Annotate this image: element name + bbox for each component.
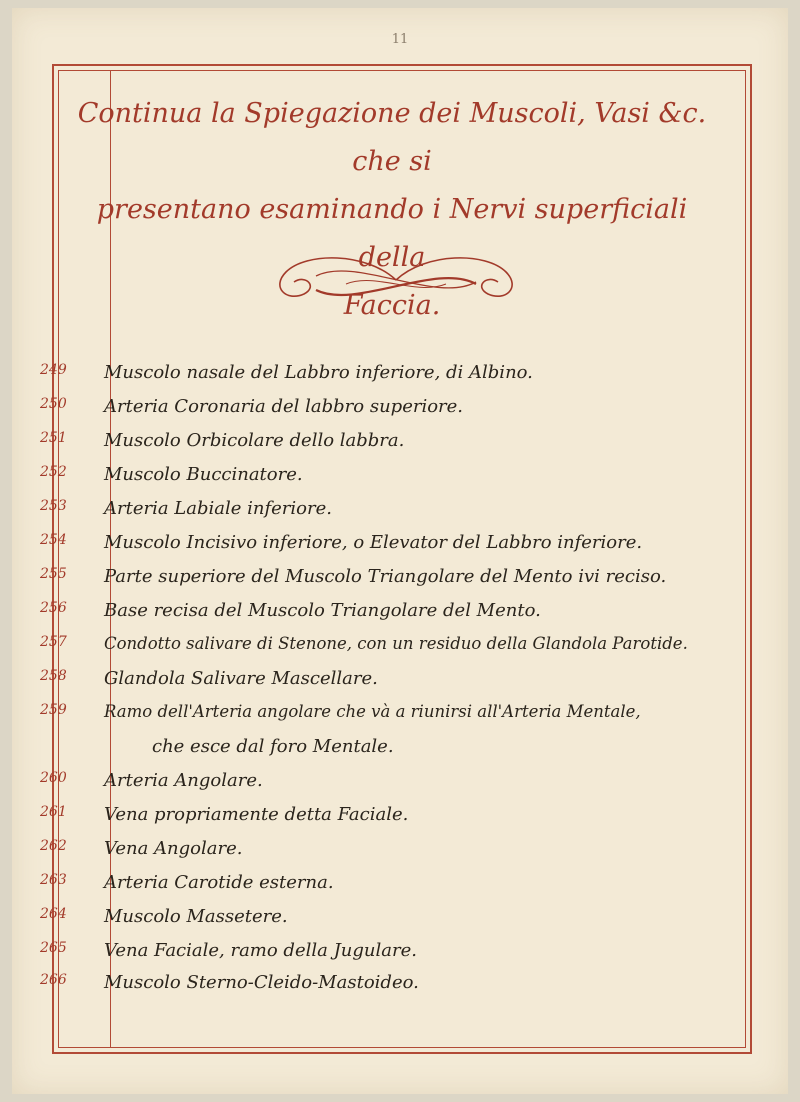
- entry-text: Arteria Coronaria del labbro superiore.: [104, 396, 464, 417]
- title-line-2: presentano esaminando i Nervi superficiali della: [96, 194, 688, 273]
- entry-text: Glandola Salivare Mascellare.: [104, 668, 378, 689]
- entry-text: Muscolo Buccinatore.: [104, 464, 303, 485]
- entry-number: 255: [40, 566, 67, 582]
- entry-number: 263: [40, 872, 67, 888]
- entry-text: Arteria Carotide esterna.: [104, 872, 334, 893]
- entry-number: 254: [40, 532, 67, 548]
- calligraphic-flourish-ornament: [246, 232, 546, 322]
- entry-text: Parte superiore del Muscolo Triangolare del Mento ivi reciso.: [104, 566, 667, 587]
- entry-number: 264: [40, 906, 67, 922]
- entry-text: Ramo dell'Arteria angolare che và a riunirsi all'Arteria Mentale,: [104, 702, 641, 721]
- entry-number: 250: [40, 396, 67, 412]
- entry-text: Vena Angolare.: [104, 838, 243, 859]
- entry-number: 258: [40, 668, 67, 684]
- entry-number: 262: [40, 838, 67, 854]
- entry-number: 252: [40, 464, 67, 480]
- entry-text: Base recisa del Muscolo Triangolare del Mento.: [104, 600, 541, 621]
- entry-number: 249: [40, 362, 67, 378]
- entry-text: Muscolo Sterno-Cleido-Mastoideo.: [104, 972, 419, 993]
- manuscript-page: [12, 8, 788, 1094]
- title-line-3: Faccia.: [343, 290, 441, 321]
- entry-number: 261: [40, 804, 67, 820]
- entry-number: 259: [40, 702, 67, 718]
- page-number: 11: [391, 32, 409, 47]
- entry-text: Condotto salivare di Stenone, con un residuo della Glandola Parotide.: [104, 634, 688, 653]
- entry-text: Vena Faciale, ramo della Jugulare.: [104, 940, 417, 961]
- entry-number: 256: [40, 600, 67, 616]
- title-line-1: Continua la Spiegazione dei Muscoli, Vasi &c. che si: [77, 98, 707, 177]
- entry-number: 251: [40, 430, 67, 446]
- entry-text-continuation: che esce dal foro Mentale.: [152, 736, 394, 757]
- entry-text: Arteria Labiale inferiore.: [104, 498, 332, 519]
- entry-number: 266: [40, 972, 67, 988]
- entry-number: 260: [40, 770, 67, 786]
- entry-text: Muscolo nasale del Labbro inferiore, di Albino.: [104, 362, 533, 383]
- entry-text: Muscolo Massetere.: [104, 906, 288, 927]
- entry-text: Arteria Angolare.: [104, 770, 263, 791]
- entry-text: Muscolo Orbicolare dello labbra.: [104, 430, 405, 451]
- entry-text: Muscolo Incisivo inferiore, o Elevator del Labbro inferiore.: [104, 532, 643, 553]
- entry-number: 257: [40, 634, 67, 650]
- entry-number: 265: [40, 940, 67, 956]
- entry-number: 253: [40, 498, 67, 514]
- entry-text: Vena propriamente detta Faciale.: [104, 804, 409, 825]
